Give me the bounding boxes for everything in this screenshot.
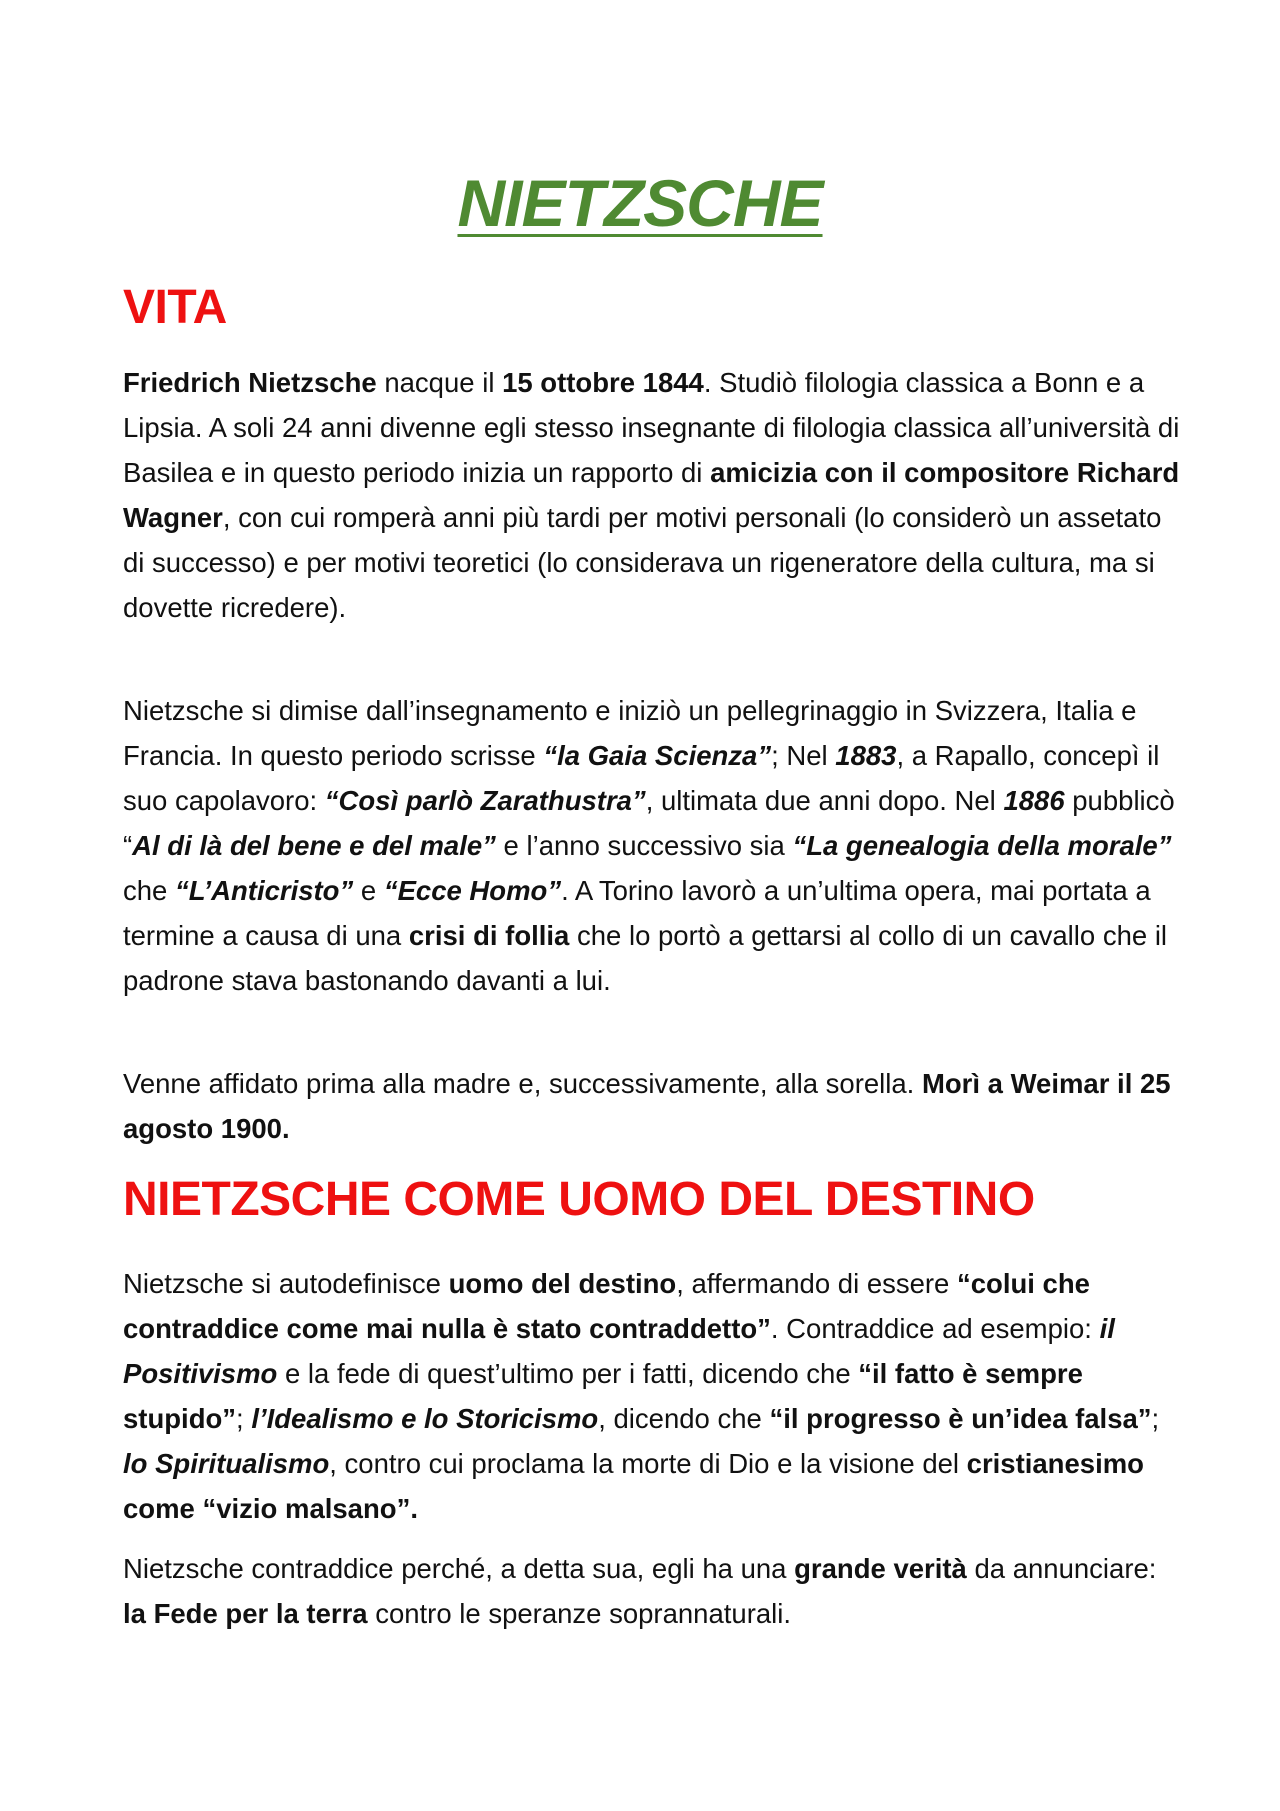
body-text: e la fede di quest’ultimo per i fatti, dicendo che [277,1358,859,1389]
emphasis-text: Morì a Weimar il 25 agosto 1900. [123,1068,1171,1144]
body-text: . Contraddice ad esempio: [770,1313,1100,1344]
body-text: ; [1151,1403,1160,1434]
body-text: , affermando di essere [676,1268,957,1299]
emphasis-text: 15 ottobre 1844 [502,367,704,398]
emphasis-text: grande verità [794,1553,967,1584]
emphasis-text: “il progresso è un’idea falsa” [769,1403,1152,1434]
emphasis-text: il Positivismo [123,1313,1115,1389]
body-text: pubblicò “ [123,785,1175,861]
body-text: che lo portò a gettarsi al collo di un cavallo che il padrone stava bastonando davanti a lui. [123,920,1168,996]
body-text: nacque il [376,367,503,398]
body-text: Nietzsche si dimise dall’insegnamento e iniziò un pellegrinaggio in Svizzera, Italia e Francia. In questo periodo scrisse [123,695,1137,771]
emphasis-text: Friedrich Nietzsche [123,367,377,398]
paragraph [123,1546,1183,1636]
body-text: e l’anno successivo sia [495,830,793,861]
body-text: . A Torino lavorò a un’ultima opera, mai portata a termine a causa di una [123,875,1151,951]
body-text: . Studiò filologia classica a Bonn e a Lipsia. A soli 24 anni divenne egli stesso insegnante di filologia classica all’università di Basilea e in questo periodo inizia un rapporto di [123,367,1180,488]
emphasis-text: l’Idealismo e lo Storicismo [251,1403,599,1434]
emphasis-text: 1886 [1003,785,1065,816]
emphasis-text: lo Spiritualismo [123,1448,330,1479]
emphasis-text: 1883 [835,740,897,771]
body-text: che [123,875,175,906]
emphasis-text: Al di là del bene e del male” [132,830,496,861]
body-text: ; [236,1403,252,1434]
emphasis-text: “colui che contraddice come mai nulla è stato contraddetto” [123,1268,1090,1344]
body-text: Venne affidato prima alla madre e, successivamente, alla sorella. [123,1068,922,1099]
emphasis-text: uomo del destino [448,1268,677,1299]
paragraph [123,360,1183,630]
body-text: , contro cui proclama la morte di Dio e la visione del [329,1448,967,1479]
body-text: da annunciare: [966,1553,1157,1584]
section-heading-uomo-del-destino: NIETZSCHE COME UOMO DEL DESTINO [123,1173,1035,1226]
emphasis-text: “Ecce Homo” [383,875,562,906]
emphasis-text: cristianesimo come “vizio malsano”. [123,1448,1144,1524]
emphasis-text: crisi di follia [408,920,570,951]
body-text: Nietzsche si autodefinisce [123,1268,449,1299]
body-text: ; Nel [771,740,836,771]
body-text: contro le speranze soprannaturali. [367,1598,792,1629]
paragraph [123,1061,1183,1151]
document-title: NIETZSCHE [457,166,823,240]
section-heading-vita: VITA [123,281,227,334]
emphasis-text: “Così parlò Zarathustra” [324,785,646,816]
body-text: Nietzsche contraddice perché, a detta sua, egli ha una [123,1553,795,1584]
body-text: e [353,875,384,906]
paragraph [123,1261,1183,1531]
body-text: , ultimata due anni dopo. Nel [645,785,1004,816]
emphasis-text: “L’Anticristo” [174,875,354,906]
emphasis-text: “il fatto è sempre stupido” [123,1358,1083,1434]
body-text: , dicendo che [598,1403,770,1434]
emphasis-text: “la Gaia Scienza” [543,740,772,771]
body-text: , a Rapallo, concepì il suo capolavoro: [123,740,1160,816]
body-text: , con cui romperà anni più tardi per motivi personali (lo considerò un assetato di successo) e per motivi teoretici (lo considerava un rigeneratore della cultura, ma si dovette ricredere). [123,502,1162,623]
emphasis-text: “La genealogia della morale” [792,830,1172,861]
emphasis-text: la Fede per la terra [123,1598,368,1629]
emphasis-text: amicizia con il compositore Richard Wagner [123,457,1180,533]
paragraph [123,688,1183,1003]
